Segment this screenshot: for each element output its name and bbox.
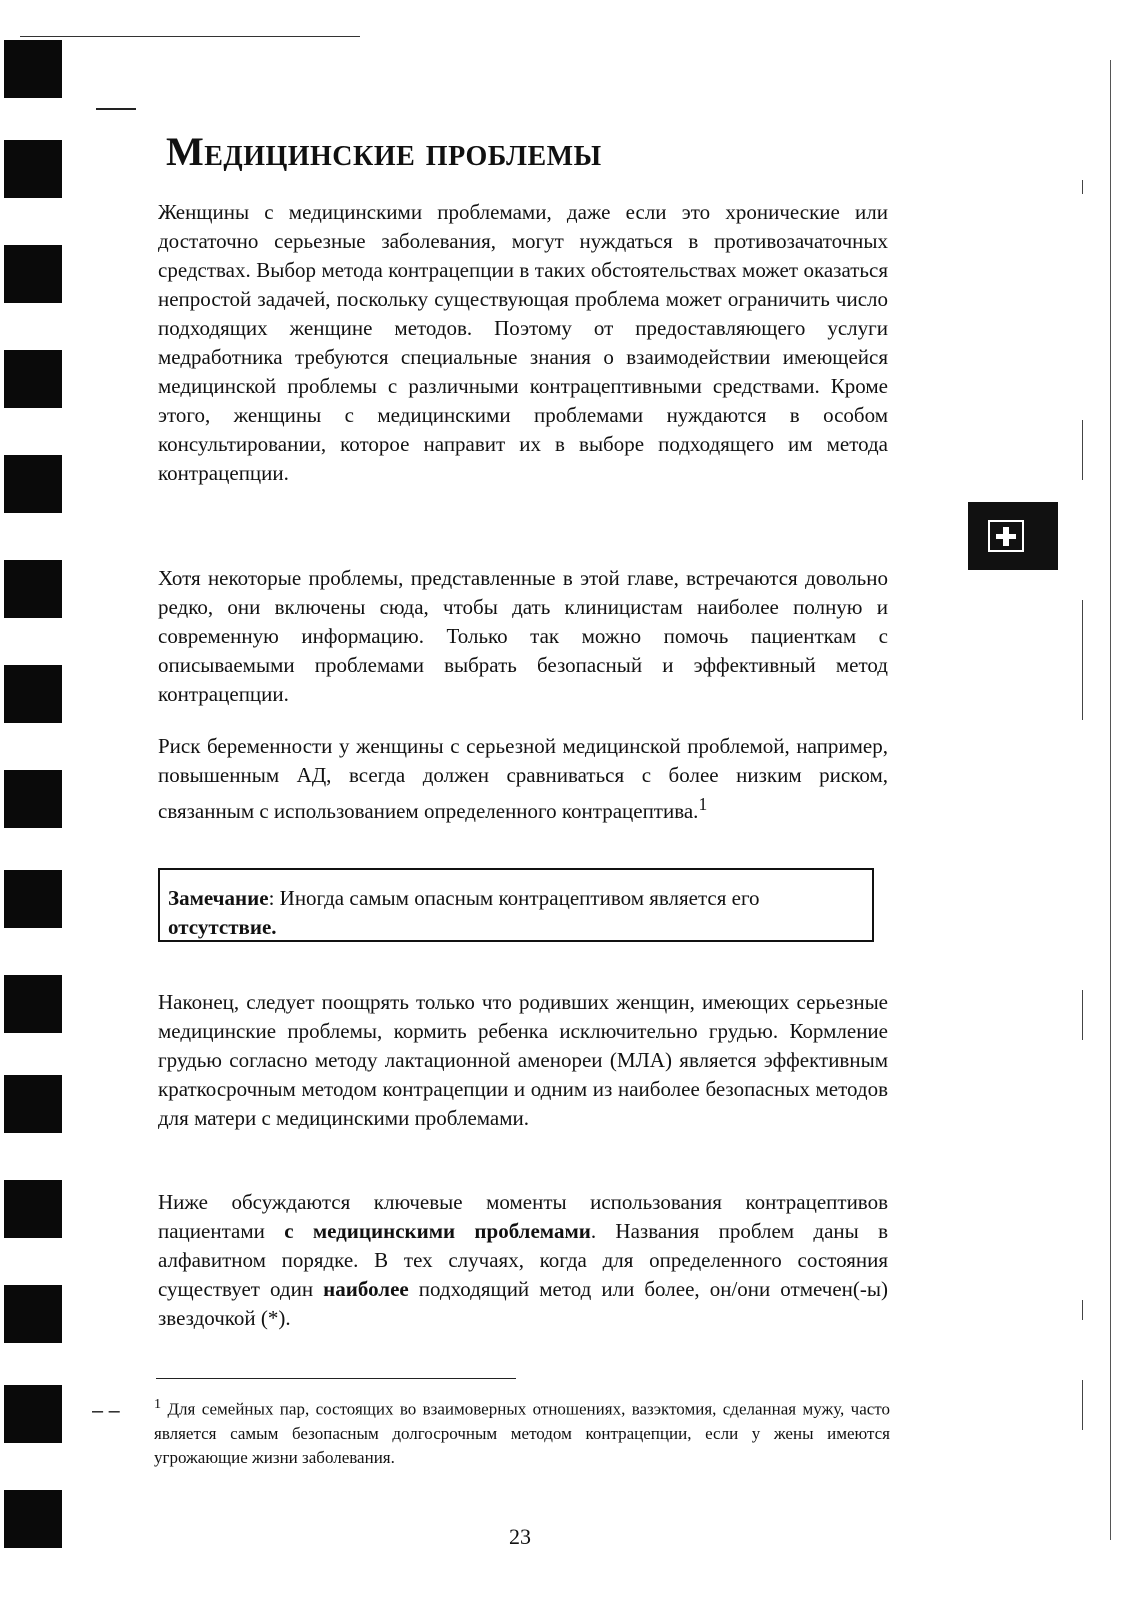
- section-tab: [968, 502, 1058, 570]
- footnote-rule: [156, 1378, 516, 1379]
- overview-text-e: подходящий метод или более, он/они отмечен(-ы) звездочкой (*).: [158, 1277, 888, 1330]
- edge-tick: [1082, 1380, 1083, 1430]
- spiral-binding: [0, 0, 70, 1601]
- edge-tick: [1082, 180, 1083, 194]
- note-text: : Иногда самым опасным контрацептивом является его: [268, 886, 760, 910]
- paragraph-breastfeeding: Наконец, следует поощрять только что родивших женщин, имеющих серьезные медицинские проблемы, кормить ребенка исключительно грудью. Кормление грудью согласно методу лактационной аменореи (МЛА) является эффективным краткосрочным методом контрацепции и одним из наиболее безопасных методов для матери с медицинскими проблемами.: [158, 990, 888, 1130]
- edge-tick: [1082, 600, 1083, 720]
- page-title: Медицинские проблемы: [166, 129, 602, 174]
- paragraph-intro: Женщины с медицинскими проблемами, даже если это хронические или достаточно серьезные заболевания, могут нуждаться в противозачаточных средствах. Выбор метода контрацепции в таких обстоятельствах может оказаться непростой задачей, поскольку существующая проблема может ограничить число подходящих женщине методов. Поэтому от предоставляющего услуги медработника требуются специальные знания о взаимодействии имеющейся медицинской проблемы с различными контрацептивными средствами. Кроме этого, женщины с медицинскими проблемами нуждаются в особом консультировании, которое направит их в выборе подходящего им метода контрацепции.: [158, 200, 888, 485]
- page-edge-line: [1110, 60, 1111, 1540]
- footnote-marker: 1: [154, 1396, 162, 1412]
- plus-icon: [988, 520, 1024, 552]
- note-box: [158, 868, 874, 942]
- paragraph-rare-problems: Хотя некоторые проблемы, представленные в этой главе, встречаются довольно редко, они включены сюда, чтобы дать клиницистам наиболее полную и современную информацию. Только так можно помочь пациенткам с описываемыми проблемами выбрать безопасный и эффективный метод контрацепции.: [158, 566, 888, 706]
- note-emphasis: отсутствие.: [168, 915, 277, 939]
- footnote-dash: – –: [92, 1400, 120, 1422]
- edge-tick: [1082, 420, 1083, 480]
- overview-text-c: . Названия проблем даны в алфавитном порядке. В тех случаях, когда для определенного состояния существует один: [158, 1219, 888, 1301]
- overview-bold-medical: с медицинскими проблемами: [284, 1219, 591, 1243]
- footnote-ref: 1: [698, 794, 708, 814]
- paragraph-overview: [158, 1188, 888, 1333]
- overview-bold-most: наиболее: [323, 1277, 409, 1301]
- note-label: Замечание: [168, 886, 269, 910]
- paragraph-text: Риск беременности у женщины с серьезной медицинской проблемой, например, повышенным АД, всегда должен сравниваться с более низким риском, связанным с использованием определенного контрацептива.: [158, 734, 888, 823]
- edge-tick: [1082, 1300, 1083, 1320]
- footnote: [154, 1392, 890, 1470]
- header-dash: [96, 108, 136, 110]
- overview-text-a: Ниже обсуждаются ключевые моменты использования контрацептивов пациентами: [158, 1190, 888, 1243]
- top-rule: [20, 36, 360, 37]
- edge-tick: [1082, 990, 1083, 1040]
- page-number: 23: [509, 1524, 531, 1549]
- footnote-text: Для семейных пар, состоящих во взаимоверных отношениях, вазэктомия, сделанная мужу, часто является самым безопасным долгосрочным методом контрацепции, если у жены имеются угрожающие жизни заболевания.: [154, 1399, 890, 1467]
- paragraph-pregnancy-risk: [158, 732, 888, 826]
